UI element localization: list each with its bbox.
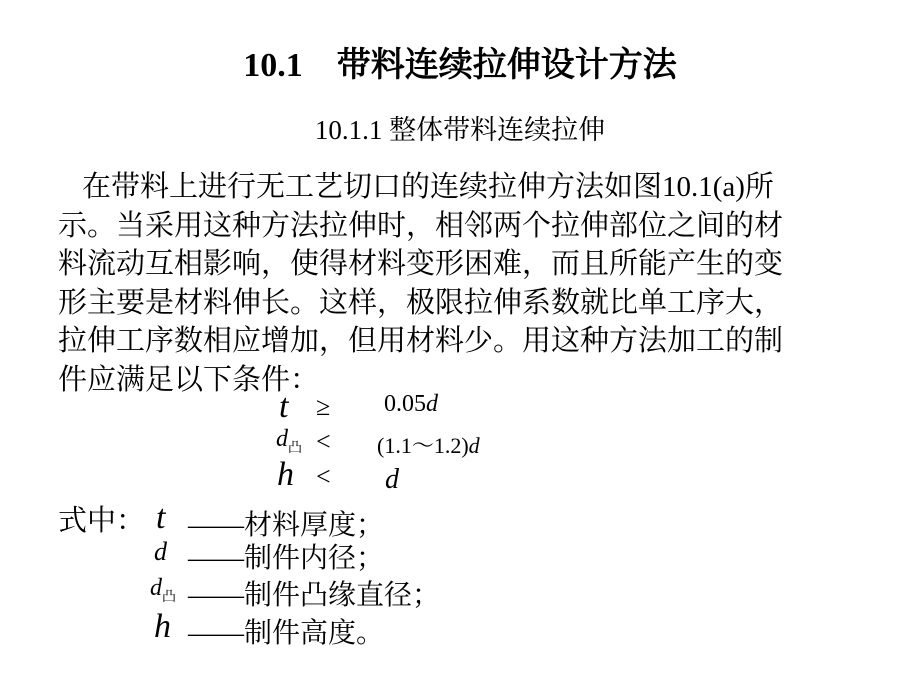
condition-expression-number: (1.1～1.2) [377, 433, 469, 458]
section-subtitle: 10.1.1 整体带料连续拉伸 [314, 115, 606, 145]
paragraph-line: 在带料上进行无工艺切口的连续拉伸方法如图10.1(a)所 [82, 171, 774, 203]
paragraph-line: 形主要是材料伸长。这样，极限拉伸系数就比单工序大， [58, 286, 784, 319]
condition-variable [276, 426, 302, 457]
condition-variable-subscript: 凸 [288, 441, 302, 456]
body-paragraph [58, 168, 858, 400]
definitions-label: 式中： [58, 505, 146, 537]
definition-text: ——制件高度。 [188, 618, 385, 649]
definition-symbol-subscript: 凸 [162, 590, 176, 605]
condition-expression [384, 391, 438, 418]
condition-operator: ≥ [316, 392, 331, 421]
paragraph-line: 示。当采用这种方法拉伸时，相邻两个拉伸部位之间的材 [58, 209, 784, 242]
paragraph-line: 料流动互相影响，使得材料变形困难，而且所能产生的变 [58, 248, 784, 281]
definition-text: ——材料厚度； [188, 510, 385, 541]
condition-variable: h [277, 456, 294, 493]
condition-expression-number: 0.05 [384, 391, 426, 417]
definition-symbol: d [154, 537, 167, 566]
definition-symbol [150, 575, 176, 606]
definition-symbol: h [154, 608, 171, 645]
condition-operator: < [316, 462, 331, 491]
paragraph-line: 拉伸工序数相应增加，但用材料少。用这种方法加工的制 [58, 325, 784, 358]
definition-text: ——制件凸缘直径； [188, 580, 441, 611]
paragraph-line: 件应满足以下条件： [58, 363, 320, 396]
condition-expression-variable: d [385, 464, 399, 495]
condition-variable-letter: d [276, 426, 288, 452]
definition-symbol: t [156, 499, 166, 536]
slide-title: 10.1 带料连续拉伸设计方法 [243, 47, 677, 84]
condition-expression [377, 429, 480, 460]
condition-operator: < [316, 427, 331, 456]
condition-expression-variable: d [426, 391, 438, 417]
condition-variable: t [279, 388, 289, 425]
definition-symbol-letter: d [150, 575, 162, 601]
condition-expression-variable: d [468, 433, 480, 458]
definition-text: ——制件内径； [188, 543, 385, 574]
